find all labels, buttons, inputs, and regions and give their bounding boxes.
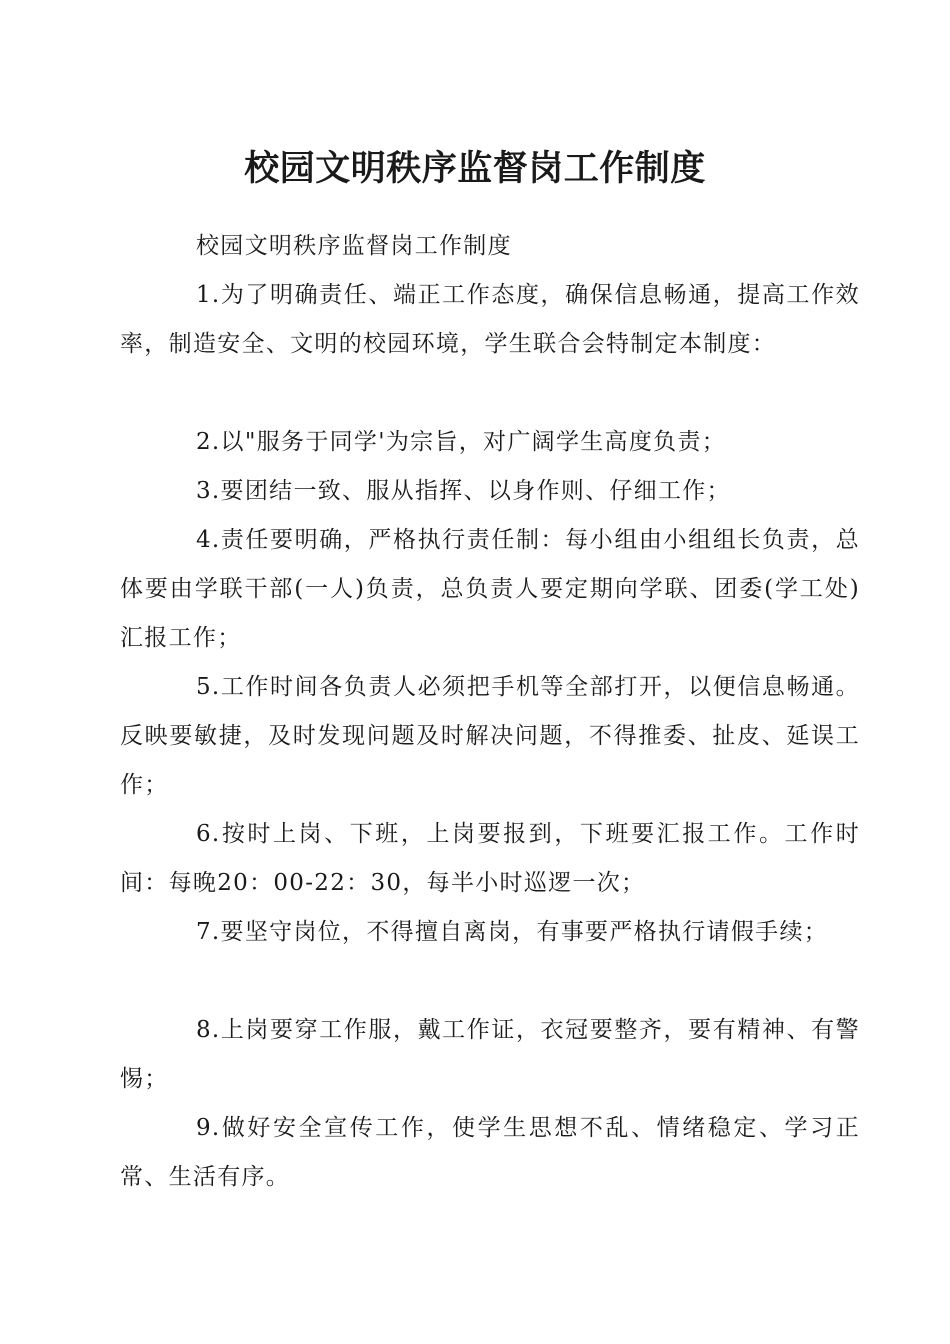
blank-line — [120, 369, 860, 418]
document-title: 校园文明秩序监督岗工作制度 — [244, 148, 706, 189]
paragraph-item-1: 1.为了明确责任、端正工作态度，确保信息畅通，提高工作效率，制造安全、文明的校园环境，学生联合会特制定本制度： — [120, 282, 860, 357]
document-body — [120, 222, 860, 1202]
paragraph-item-8: 8.上岗要穿工作服，戴工作证，衣冠要整齐，要有精神、有警惕； — [120, 1017, 860, 1092]
paragraph-item-9: 9.做好安全宣传工作，使学生思想不乱、情绪稳定、学习正常、生活有序。 — [120, 1115, 860, 1190]
paragraph-item-7: 7.要坚守岗位，不得擅自离岗，有事要严格执行请假手续； — [196, 919, 829, 945]
paragraph-item-6: 6.按时上岗、下班，上岗要报到，下班要汇报工作。工作时间：每晚20：00-22：30，每半小时巡逻一次； — [120, 821, 860, 896]
paragraph-subtitle: 校园文明秩序监督岗工作制度 — [196, 233, 512, 259]
paragraph-item-3: 3.要团结一致、服从指挥、以身作则、仔细工作； — [196, 478, 731, 504]
blank-line — [120, 957, 860, 1006]
paragraph-item-4: 4.责任要明确，严格执行责任制：每小组由小组组长负责，总体要由学联干部(一人)负责，总负责人要定期向学联、团委(学工处)汇报工作； — [120, 527, 860, 651]
paragraph-item-5: 5.工作时间各负责人必须把手机等全部打开，以便信息畅通。反映要敏捷，及时发现问题及时解决问题，不得推委、扯皮、延误工作； — [120, 674, 860, 798]
paragraph-item-2: 2.以"服务于同学'为宗旨，对广阔学生高度负责； — [196, 429, 727, 455]
